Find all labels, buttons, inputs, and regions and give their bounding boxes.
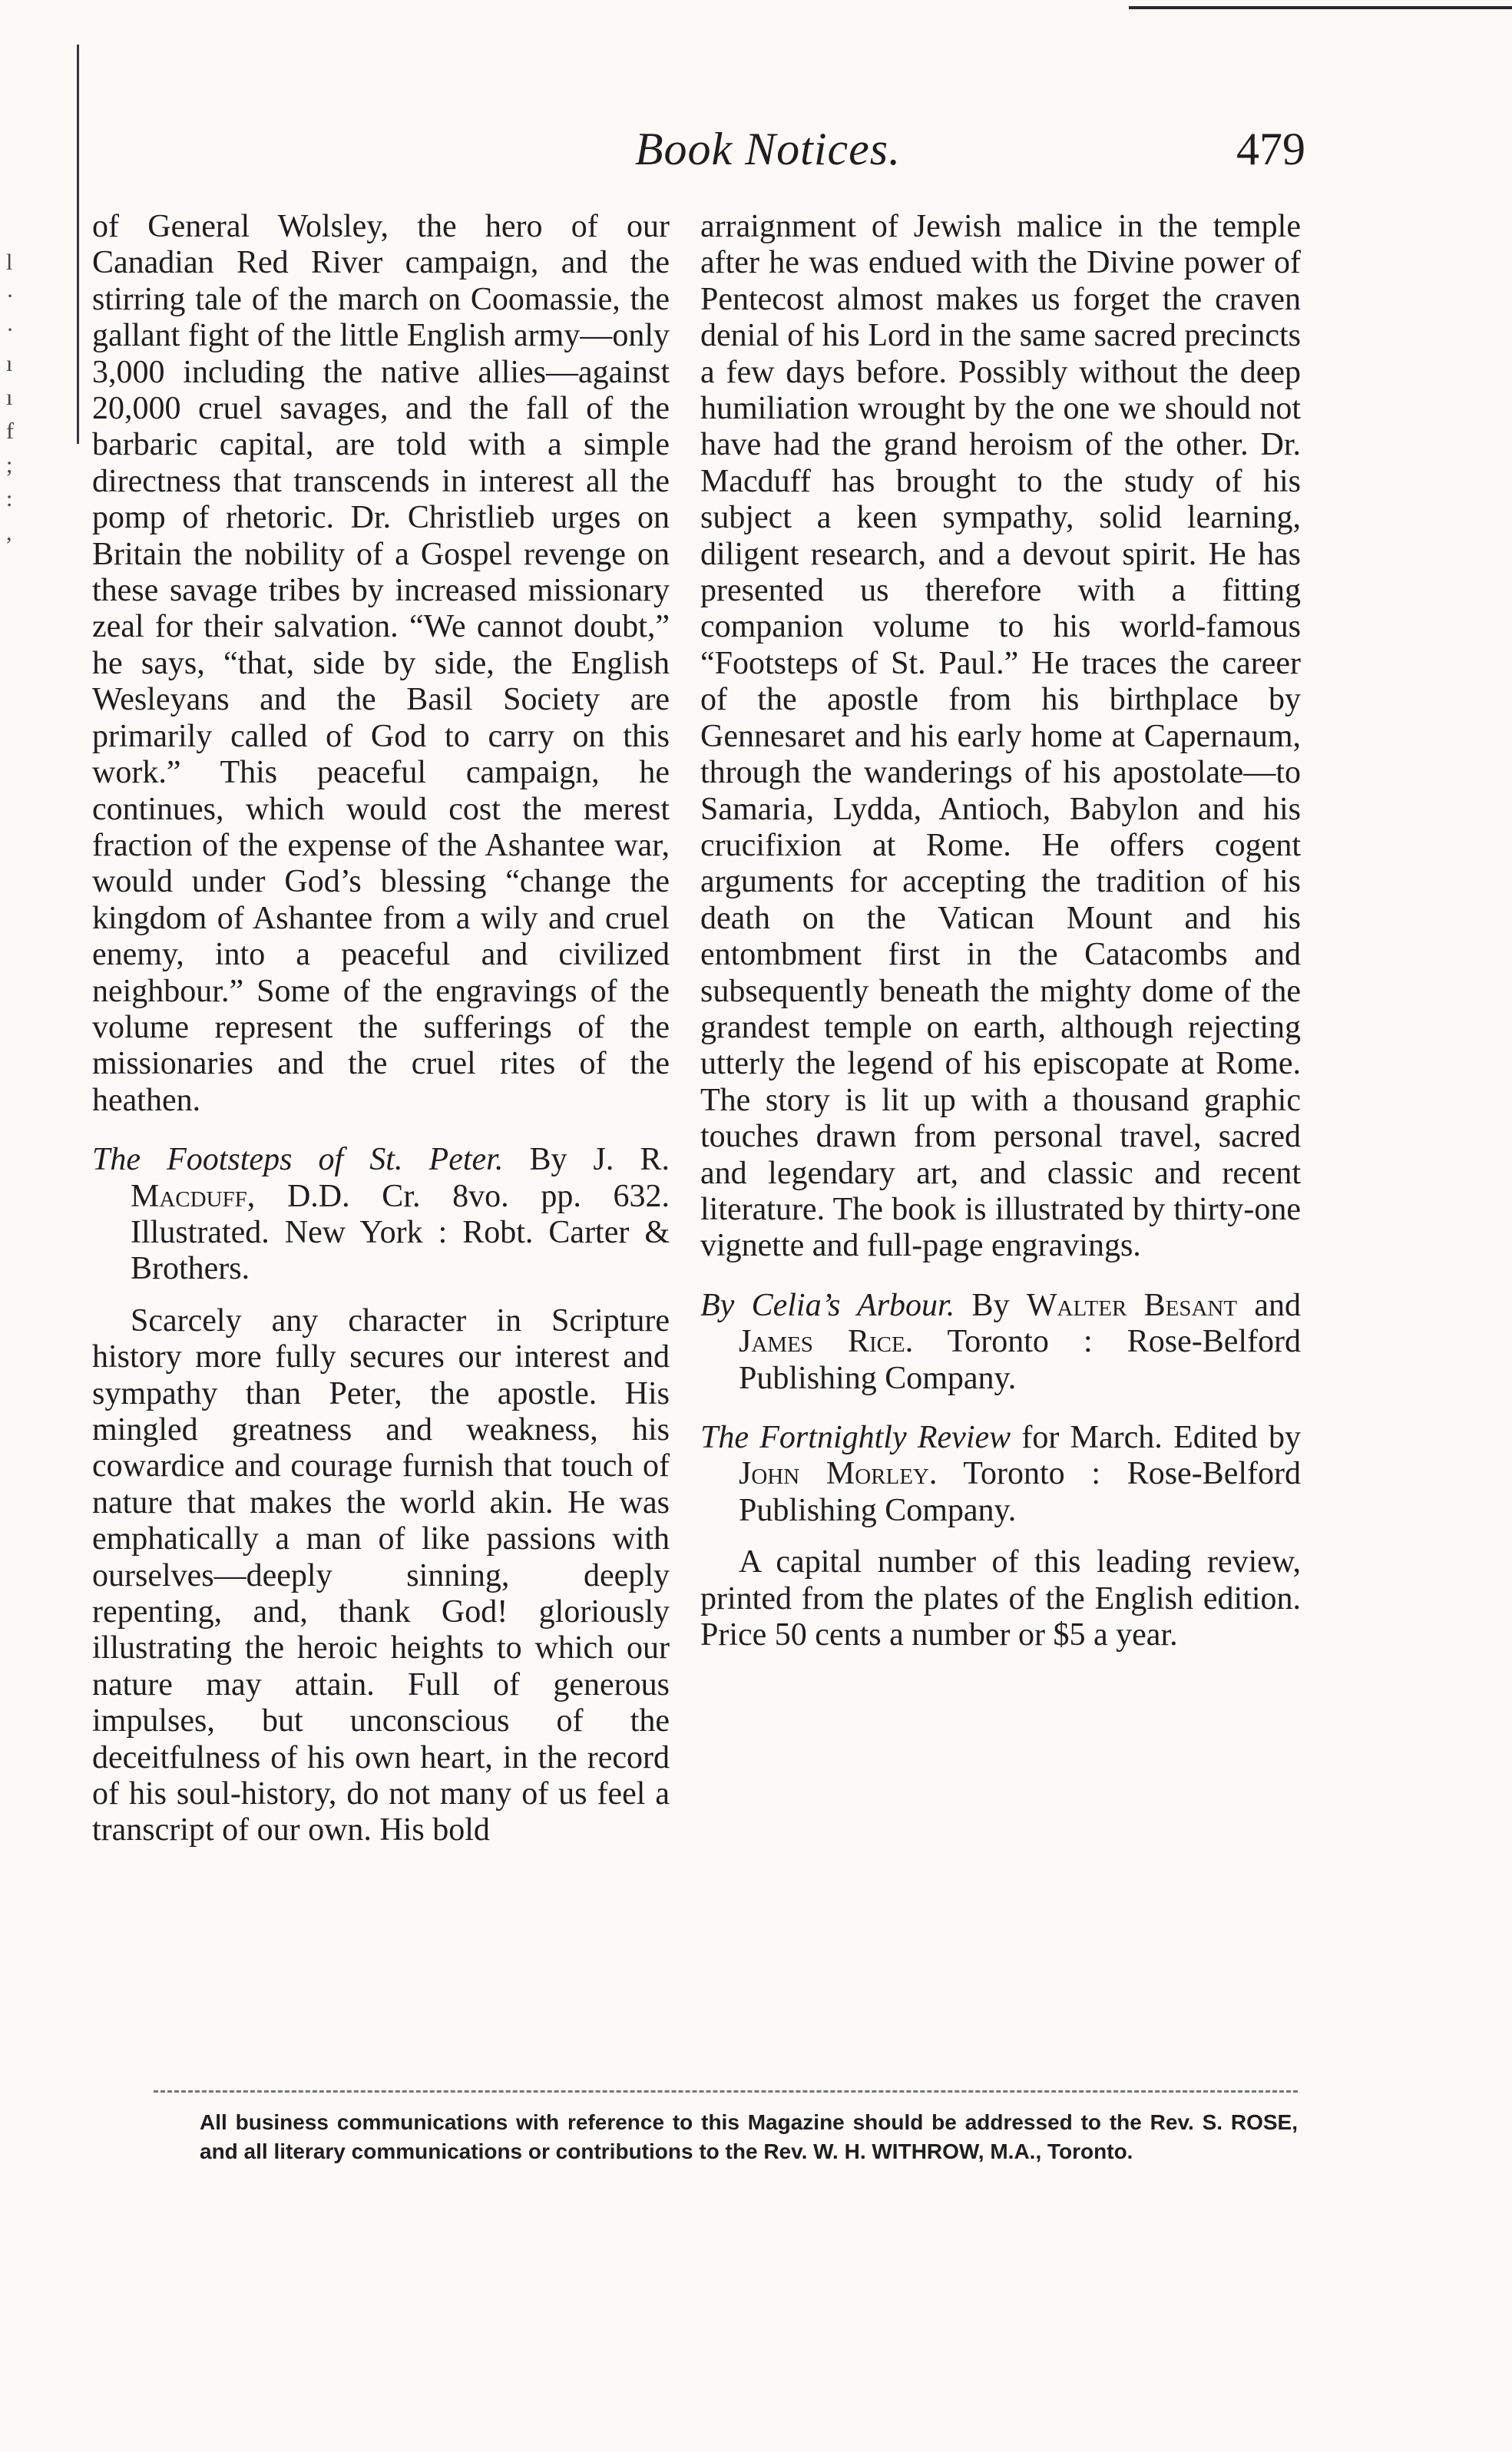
- continuation-paragraph: of General Wolsley, the hero of our Canadian Red River campaign, and the stirring tale of the march on Coomassie, the gallant fight of the little English army—only 3,000 including the native allies—against 20,000 cruel savages, and the fall of the barbaric capital, are told with a simple directness that transcends in interest all the pomp of rhetoric. Dr. Christlieb urges on Britain the nobility of a Gospel revenge on these savage tribes by increased missionary zeal for their salvation. “We cannot doubt,” he says, “that, side by side, the English Wesleyans and the Basil Society are primarily called of God to carry on this work.” This peaceful campaign, he continues, which would cost the merest fraction of the expense of the Ashantee war, would under God’s blessing “change the kingdom of Ashantee from a wily and cruel enemy, into a peaceful and civilized neighbour.” Some of the engravings of the volume represent the sufferings of the missionaries and the cruel rites of the heathen.: [92, 209, 670, 1118]
- book-notice-heading: The Fortnightly Review for March. Edited by John Morley. Toronto : Rose-Belford Publishing Company.: [700, 1420, 1301, 1528]
- page-number: 479: [1236, 124, 1305, 174]
- book-author: J. R. Macduff, D.D.: [131, 1142, 670, 1214]
- book-title: The Fortnightly Review: [700, 1420, 1011, 1455]
- book-details: Cr. 8vo. pp. 632. Illustrated. New York : Robt. Carter & Brothers.: [131, 1178, 670, 1287]
- left-column: [92, 209, 670, 1849]
- book-details: Toronto : Rose-Belford Publishing Company.: [739, 1456, 1301, 1528]
- footer-notice: [154, 2108, 1298, 2166]
- margin-marks: l · · ı ı f ; : ,: [6, 250, 14, 545]
- footer-text: All business communications with reference to this Magazine should be addressed to the Rev. S. ROSE, and all literary communications or contributions to the Rev. W. H. WITHROW, M.A., Toronto.: [200, 2110, 1298, 2163]
- right-column: [700, 209, 1301, 1653]
- footer-divider: [154, 2090, 1298, 2093]
- book-author: Walter Besant: [1026, 1287, 1238, 1323]
- book-notice-heading: The Footsteps of St. Peter. By J. R. Macduff, D.D. Cr. 8vo. pp. 632. Illustrated. New York : Robt. Carter & Brothers.: [92, 1142, 670, 1287]
- book-notice-fortnightly: [700, 1420, 1301, 1529]
- book-notice-celias-arbour: [700, 1288, 1301, 1397]
- book-editor: John Morley.: [739, 1456, 938, 1492]
- book-notice-heading: By Celia’s Arbour. By Walter Besant and James Rice. Toronto : Rose-Belford Publishing Company.: [700, 1287, 1301, 1396]
- book-author: James Rice.: [739, 1324, 914, 1360]
- margin-rule: [77, 45, 79, 444]
- top-edge-rule: [1129, 6, 1512, 9]
- book-details: Toronto : Rose-Belford Publishing Company.: [739, 1324, 1301, 1396]
- review-paragraph: A capital number of this leading review, printed from the plates of the English edition. Price 50 cents a number or $5 a year.: [700, 1544, 1301, 1653]
- book-title: By Celia’s Arbour.: [700, 1287, 955, 1323]
- page-header: [92, 115, 1305, 184]
- review-continued-paragraph: arraignment of Jewish malice in the temple after he was endued with the Divine power of Pentecost almost makes us forget the craven denial of his Lord in the same sacred precincts a few days before. Possibly without the deep humiliation wrought by the one we should not have had the grand heroism of the other. Dr. Macduff has brought to the study of his subject a keen sympathy, solid learning, diligent research, and a devout spirit. He has presented us therefore with a fitting companion volume to his world-famous “Footsteps of St. Paul.” He traces the career of the apostle from his birthplace by Gennesaret and his early home at Capernaum, through the wanderings of his apostolate—to Samaria, Lydda, Antioch, Babylon and his crucifixion at Rome. He offers cogent arguments for accepting the tradition of his death on the Vatican Mount and his entombment first in the Catacombs and subsequently beneath the mighty dome of the grandest temple on earth, although rejecting utterly the legend of his episcopate at Rome. The story is lit up with a thousand graphic touches drawn from personal travel, sacred and legendary art, and classic and recent literature. The book is illustrated by thirty-one vignette and full-page engravings.: [700, 209, 1301, 1264]
- review-paragraph: Scarcely any character in Scripture history more fully secures our interest and sympathy than Peter, the apostle. His mingled greatness and weakness, his cowardice and courage furnish that touch of nature that makes the world akin. He was emphatically a man of like passions with ourselves—deeply sinning, deeply repenting, and, thank God! gloriously illustrating the heroic heights to which our nature may attain. Full of generous impulses, but unconscious of the deceitfulness of his own heart, in the record of his soul-history, do not many of us feel a transcript of our own. His bold: [92, 1302, 670, 1848]
- running-title: Book Notices.: [634, 124, 902, 174]
- book-notice-footsteps: [92, 1142, 670, 1288]
- book-title: The Footsteps of St. Peter.: [92, 1142, 504, 1178]
